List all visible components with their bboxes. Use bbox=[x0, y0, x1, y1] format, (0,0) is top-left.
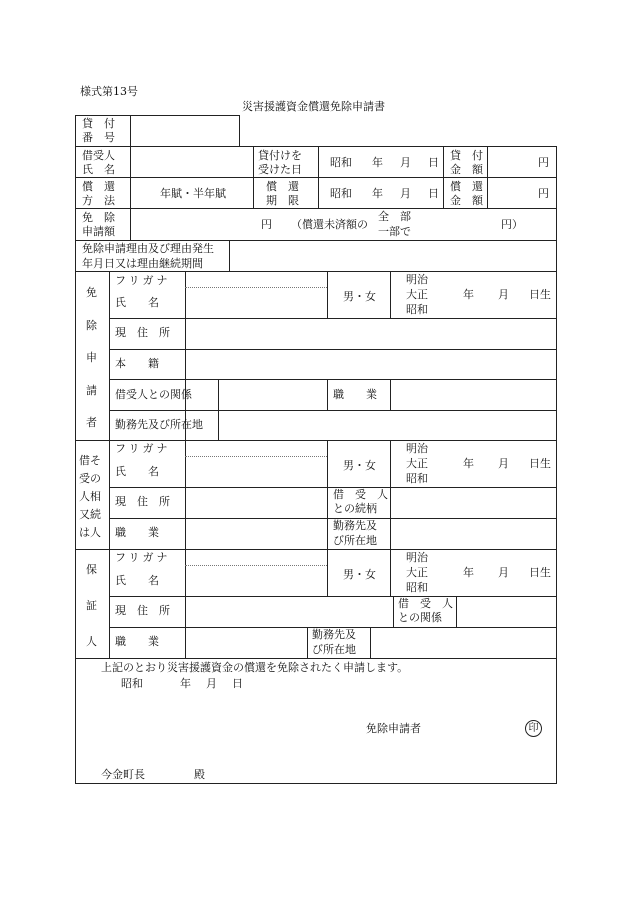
rule bbox=[75, 440, 556, 441]
rule bbox=[109, 318, 556, 319]
repay-deadline-month: 月 bbox=[400, 187, 411, 200]
heir-workplace-label: び所在地 bbox=[333, 534, 377, 547]
applicant-signature-label: 免除申請者 bbox=[366, 722, 421, 735]
loan-date-year: 年 bbox=[372, 156, 383, 169]
guarantor-furigana-label: フリガナ bbox=[115, 551, 171, 564]
rule bbox=[109, 596, 556, 597]
repay-deadline-label: 償 還 bbox=[266, 180, 299, 193]
repay-method-label: 償 還 bbox=[82, 180, 115, 193]
guarantor-side-label: 人 bbox=[86, 635, 97, 648]
heir-era-showa[interactable]: 昭和 bbox=[406, 472, 428, 485]
repay-deadline-year: 年 bbox=[372, 187, 383, 200]
rule bbox=[443, 146, 444, 208]
form-title: 災害援護資金償還免除申請書 bbox=[242, 100, 385, 113]
heir-era-meiji[interactable]: 明治 bbox=[406, 442, 428, 455]
applicant-dob-day: 日生 bbox=[529, 288, 551, 301]
rule bbox=[318, 146, 319, 208]
declaration-date-month: 月 bbox=[206, 677, 217, 690]
rule bbox=[327, 379, 328, 410]
applicant-workplace-label: 勤務先及び所在地 bbox=[115, 418, 203, 431]
heir-furigana-label: フリガナ bbox=[115, 442, 171, 455]
rule bbox=[75, 115, 239, 116]
guarantor-name-label: 氏 名 bbox=[115, 574, 159, 587]
loan-number-label: 貸 付 bbox=[82, 117, 115, 130]
heir-dob-day: 日生 bbox=[529, 457, 551, 470]
rule bbox=[390, 549, 391, 596]
repay-amount-label: 償 還 bbox=[450, 180, 483, 193]
guarantor-workplace-label: 勤務先及 bbox=[312, 628, 356, 641]
loan-date-label: 受けた日 bbox=[258, 163, 302, 176]
exemption-amount-label: 免 除 bbox=[82, 211, 115, 224]
heir-sex[interactable]: 男・女 bbox=[343, 459, 376, 472]
rule bbox=[75, 240, 556, 241]
exemption-amount-unit2: 円） bbox=[501, 218, 523, 231]
applicant-relation-label: 借受人との関係 bbox=[115, 388, 192, 401]
heir-relation-label: との続柄 bbox=[333, 502, 377, 515]
loan-date-era: 昭和 bbox=[330, 156, 352, 169]
loan-date-month: 月 bbox=[400, 156, 411, 169]
applicant-era-showa[interactable]: 昭和 bbox=[406, 303, 428, 316]
guarantor-relation-label: 借 受 人 bbox=[398, 597, 453, 610]
heir-relation-label: 借 受 人 bbox=[333, 488, 388, 501]
border-left bbox=[75, 115, 76, 783]
heir-dob-year: 年 bbox=[463, 457, 474, 470]
guarantor-sex[interactable]: 男・女 bbox=[343, 568, 376, 581]
heir-workplace-label: 勤務先及 bbox=[333, 519, 377, 532]
rule bbox=[109, 271, 110, 658]
guarantor-dob-month: 月 bbox=[498, 566, 509, 579]
applicant-side-label: 申 bbox=[86, 351, 97, 364]
guarantor-dob-day: 日生 bbox=[529, 566, 551, 579]
applicant-side-label: 除 bbox=[86, 319, 97, 332]
declaration-date-year: 年 bbox=[180, 677, 191, 690]
rule bbox=[75, 146, 556, 147]
rule bbox=[239, 115, 240, 146]
rule bbox=[307, 627, 308, 658]
applicant-domicile-label: 本 籍 bbox=[115, 357, 159, 370]
heir-side-label: 人相 bbox=[79, 490, 101, 503]
border-right bbox=[556, 146, 557, 783]
applicant-sex[interactable]: 男・女 bbox=[343, 290, 376, 303]
rule bbox=[75, 549, 556, 550]
rule bbox=[390, 440, 391, 549]
seal-icon: 印 bbox=[525, 720, 542, 737]
rule bbox=[75, 177, 556, 178]
rule bbox=[327, 271, 328, 318]
guarantor-workplace-label: び所在地 bbox=[312, 643, 356, 656]
applicant-side-label: 免 bbox=[86, 286, 97, 299]
rule bbox=[130, 115, 131, 240]
heir-name-label: 氏 名 bbox=[115, 465, 159, 478]
repay-deadline-era: 昭和 bbox=[330, 187, 352, 200]
applicant-era-meiji[interactable]: 明治 bbox=[406, 273, 428, 286]
heir-side-label: 受の bbox=[79, 472, 101, 485]
rule bbox=[109, 410, 556, 411]
loan-amount-label: 金 額 bbox=[450, 163, 483, 176]
rule bbox=[253, 146, 254, 208]
heir-address-label: 現 住 所 bbox=[115, 495, 170, 508]
heir-dob-month: 月 bbox=[498, 457, 509, 470]
rule bbox=[370, 627, 371, 658]
guarantor-dob-year: 年 bbox=[463, 566, 474, 579]
declaration-text: 上記のとおり災害援護資金の償還を免除されたく申請します。 bbox=[101, 661, 409, 674]
repay-amount-label: 金 額 bbox=[450, 194, 483, 207]
rule bbox=[109, 379, 556, 380]
reason-label: 年月日又は理由継続期間 bbox=[82, 257, 203, 270]
rule bbox=[327, 549, 328, 596]
rule bbox=[75, 658, 556, 659]
rule bbox=[218, 379, 219, 440]
furigana-divider bbox=[185, 565, 327, 566]
declaration-date-day: 日 bbox=[232, 677, 243, 690]
loan-number-label: 番 号 bbox=[82, 131, 115, 144]
loan-amount-label: 貸 付 bbox=[450, 149, 483, 162]
repay-deadline-label: 期 限 bbox=[266, 194, 299, 207]
rule bbox=[75, 271, 556, 272]
applicant-address-label: 現 住 所 bbox=[115, 326, 170, 339]
furigana-divider bbox=[185, 456, 327, 457]
applicant-dob-month: 月 bbox=[498, 288, 509, 301]
rule bbox=[393, 596, 394, 627]
heir-side-label: 又続 bbox=[79, 508, 101, 521]
loan-date-day: 日 bbox=[428, 156, 439, 169]
reason-label: 免除申請理由及び理由発生 bbox=[82, 242, 214, 255]
addressee: 今金町長 bbox=[101, 768, 145, 781]
borrower-name-label: 借受人 bbox=[82, 149, 115, 162]
loan-amount-unit: 円 bbox=[538, 156, 549, 169]
applicant-furigana-label: フリガナ bbox=[115, 274, 171, 287]
repay-deadline-day: 日 bbox=[428, 187, 439, 200]
guarantor-address-label: 現 住 所 bbox=[115, 604, 170, 617]
guarantor-relation-label: との関係 bbox=[398, 611, 442, 624]
heir-side-label: 借そ bbox=[79, 454, 101, 467]
guarantor-side-label: 証 bbox=[86, 599, 97, 612]
exemption-amount-note: （償還未済額の bbox=[291, 218, 368, 231]
form-number: 様式第13号 bbox=[80, 85, 138, 98]
guarantor-era-meiji[interactable]: 明治 bbox=[406, 551, 428, 564]
rule bbox=[487, 146, 488, 208]
exemption-all-option[interactable]: 全 部 bbox=[378, 210, 411, 223]
repay-amount-unit: 円 bbox=[538, 187, 549, 200]
honorific: 殿 bbox=[194, 768, 205, 781]
furigana-divider bbox=[185, 287, 327, 288]
exemption-amount-label: 申請額 bbox=[82, 225, 115, 238]
rule bbox=[390, 271, 391, 318]
rule bbox=[456, 596, 457, 627]
loan-date-label: 貸付けを bbox=[258, 149, 302, 162]
heir-side-label: は人 bbox=[79, 526, 101, 539]
applicant-dob-year: 年 bbox=[463, 288, 474, 301]
applicant-name-label: 氏 名 bbox=[115, 296, 159, 309]
heir-occupation-label: 職 業 bbox=[115, 526, 159, 539]
rule bbox=[185, 271, 186, 658]
borrower-name-label: 氏 名 bbox=[82, 163, 115, 176]
exemption-part-option[interactable]: 一部で bbox=[378, 225, 411, 238]
rule bbox=[75, 208, 556, 209]
applicant-side-label: 請 bbox=[86, 384, 97, 397]
guarantor-era-taisho[interactable]: 大正 bbox=[406, 566, 428, 579]
rule bbox=[229, 240, 230, 271]
applicant-occupation-label: 職 業 bbox=[333, 388, 377, 401]
guarantor-side-label: 保 bbox=[86, 563, 97, 576]
heir-era-taisho[interactable]: 大正 bbox=[406, 457, 428, 470]
guarantor-era-showa[interactable]: 昭和 bbox=[406, 581, 428, 594]
applicant-side-label: 者 bbox=[86, 416, 97, 429]
declaration-date-era: 昭和 bbox=[121, 677, 143, 690]
rule bbox=[390, 379, 391, 410]
applicant-era-taisho[interactable]: 大正 bbox=[406, 288, 428, 301]
exemption-amount-unit: 円 bbox=[261, 218, 272, 231]
guarantor-occupation-label: 職 業 bbox=[115, 635, 159, 648]
border-bottom bbox=[75, 783, 557, 784]
rule bbox=[327, 440, 328, 549]
rule bbox=[109, 349, 556, 350]
repay-method-value[interactable]: 年賦・半年賦 bbox=[160, 187, 226, 200]
repay-method-label: 方 法 bbox=[82, 194, 115, 207]
